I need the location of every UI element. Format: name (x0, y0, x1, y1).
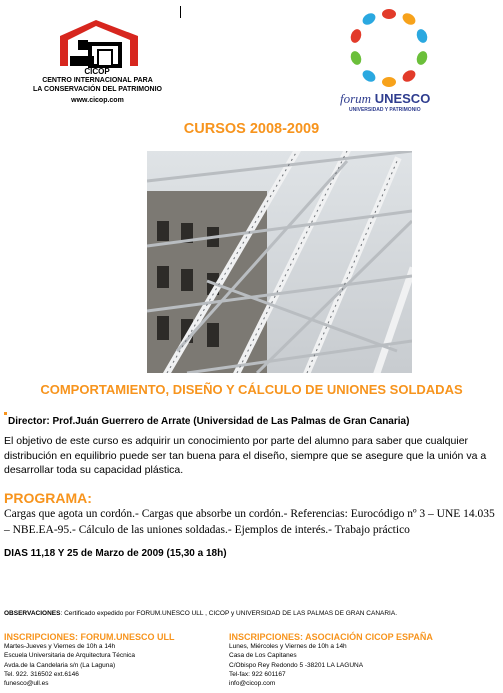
programa-text: Cargas que agota un cordón.- Cargas que absorbe un cordón.- Referencias: Eurocódigo nº 3 – UNE 14.035 – NBE.EA-95.- Cálculo de las uniones soldadas.- Ejemplos de interés.- Trabajo práctico (4, 508, 495, 536)
inscripciones-forum-heading: INSCRIPCIONES: FORUM.UNESCO ULL (4, 632, 175, 642)
director-line: Director: Prof.Juán Guerrero de Arrate (Universidad de Las Palmas de Gran Canaria) (8, 416, 410, 427)
course-objective: El objetivo de este curso es adquirir un conocimiento por parte del alumno para saber que cualquier distribución en equilibrio puede ser tan buena para el diseño, siempre que se asegure que la unión va a desarrollar toda su capacidad plástica. (4, 435, 487, 476)
programa-heading: PROGRAMA: (4, 490, 92, 506)
unesco-word: UNESCO (374, 91, 431, 106)
inscripciones-cicop (229, 632, 499, 688)
cicop-address: C/Obispo Rey Redondo 5 -38201 LA LAGUNA (229, 661, 364, 669)
observaciones (4, 610, 397, 617)
observaciones-text: : Certificado expedido por FORUM.UNESCO ULL , CICOP y UNIVERSIDAD DE LAS PALMAS DE GRAN CANARIA. (60, 610, 397, 617)
forum-hours: Martes-Jueves y Viernes de 10h a 14h (4, 643, 116, 650)
forum-school: Escuela Universitaria de Arquitectura Técnica (4, 652, 136, 660)
forum-phone: Tel. 922. 316502 ext.6146 (4, 670, 79, 678)
cicop-url: www.cicop.com (71, 97, 124, 104)
forum-email-link[interactable]: funesco@ull.es (4, 680, 49, 688)
cicop-tagline-2: LA CONSERVACIÓN DEL PATRIMONIO (33, 86, 162, 93)
inscripciones-cicop-heading: INSCRIPCIONES: ASOCIACIÓN CICOP ESPAÑA (229, 632, 433, 642)
cursos-heading: CURSOS 2008-2009 (183, 121, 320, 137)
forum-unesco-wordmark (340, 91, 460, 107)
steel-structure-photo (147, 151, 412, 373)
cicop-name: CICOP (84, 67, 110, 76)
cicop-venue: Casa de Los Capitanes (229, 652, 297, 660)
observaciones-label: OBSERVACIONES (4, 610, 61, 617)
inscripciones-forum (4, 632, 224, 688)
forum-word: forum (340, 91, 372, 106)
forum-unesco-hands-logo (343, 6, 435, 90)
cicop-tagline-1: CENTRO INTERNACIONAL PARA (42, 77, 153, 84)
cicop-hours: Lunes, Miércoles y Viernes de 10h a 14h (229, 643, 347, 650)
cicop-phone: Tel-fax: 922 601167 (229, 670, 286, 678)
course-dates: DIAS 11,18 Y 25 de Marzo de 2009 (15,30 a 18h) (4, 548, 227, 559)
orange-dot (4, 412, 7, 415)
cicop-email-link[interactable]: info@cicop.com (229, 680, 276, 688)
forum-unesco-subtitle: UNIVERSIDAD Y PATRIMONIO (349, 107, 421, 113)
course-title: COMPORTAMIENTO, DISEÑO Y CÁLCULO DE UNIONES SOLDADAS (40, 382, 463, 397)
forum-address: Avda.de la Candelaria s/n (La Laguna) (4, 661, 116, 669)
